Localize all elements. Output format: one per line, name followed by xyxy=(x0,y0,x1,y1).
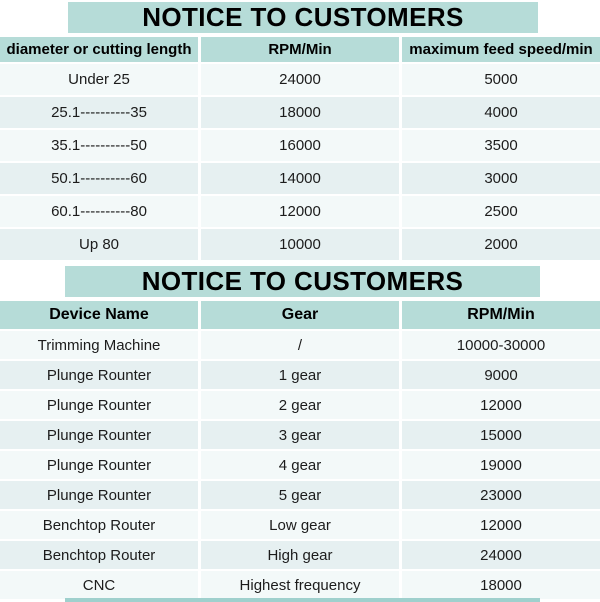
table-cell: 24000 xyxy=(402,541,600,569)
table-cell: Low gear xyxy=(201,511,399,539)
table-cell: 12000 xyxy=(402,391,600,419)
table1-title: NOTICE TO CUSTOMERS xyxy=(142,2,464,32)
table-cell: 3 gear xyxy=(201,421,399,449)
table-cell: 18000 xyxy=(402,571,600,599)
table-cell: 2500 xyxy=(402,196,600,227)
table2-title-banner xyxy=(65,266,540,297)
table-cell: 2 gear xyxy=(201,391,399,419)
table-cell: 18000 xyxy=(201,97,399,128)
table-cell: 35.1----------50 xyxy=(0,130,198,161)
table-cell: 12000 xyxy=(402,511,600,539)
table-cell: Under 25 xyxy=(0,64,198,95)
table-cell: 50.1----------60 xyxy=(0,163,198,194)
table-cell: Up 80 xyxy=(0,229,198,260)
table-cell: High gear xyxy=(201,541,399,569)
table-cell: Plunge Rounter xyxy=(0,481,198,509)
table-cell: Plunge Rounter xyxy=(0,391,198,419)
column-header: Device Name xyxy=(0,301,198,329)
table-cell: 5000 xyxy=(402,64,600,95)
table-cell: 4000 xyxy=(402,97,600,128)
table-cell: 10000 xyxy=(201,229,399,260)
column-header: Gear xyxy=(201,301,399,329)
table-cell: 60.1----------80 xyxy=(0,196,198,227)
next-banner-top-edge xyxy=(65,598,540,602)
table-cell: 12000 xyxy=(201,196,399,227)
table-cell: 16000 xyxy=(201,130,399,161)
table-cell: 2000 xyxy=(402,229,600,260)
column-header: RPM/Min xyxy=(402,301,600,329)
table-cell: Trimming Machine xyxy=(0,331,198,359)
rpm-feed-speed-table xyxy=(0,37,600,260)
table-cell: 15000 xyxy=(402,421,600,449)
table-cell: 14000 xyxy=(201,163,399,194)
table-cell: 10000-30000 xyxy=(402,331,600,359)
table-cell: 3500 xyxy=(402,130,600,161)
table-cell: Plunge Rounter xyxy=(0,421,198,449)
table-cell: 1 gear xyxy=(201,361,399,389)
table-cell: 23000 xyxy=(402,481,600,509)
table-cell: Plunge Rounter xyxy=(0,451,198,479)
table-cell: 5 gear xyxy=(201,481,399,509)
table-cell: 4 gear xyxy=(201,451,399,479)
table-cell: Highest frequency xyxy=(201,571,399,599)
device-gear-rpm-table xyxy=(0,301,600,599)
column-header: maximum feed speed/min xyxy=(402,37,600,62)
table-cell: / xyxy=(201,331,399,359)
table-cell: Benchtop Router xyxy=(0,541,198,569)
table-cell: CNC xyxy=(0,571,198,599)
table-cell: 24000 xyxy=(201,64,399,95)
table-cell: 25.1----------35 xyxy=(0,97,198,128)
table-cell: 9000 xyxy=(402,361,600,389)
table-cell: Benchtop Router xyxy=(0,511,198,539)
table-cell: Plunge Rounter xyxy=(0,361,198,389)
table-cell: 3000 xyxy=(402,163,600,194)
column-header: diameter or cutting length xyxy=(0,37,198,62)
table2-title: NOTICE TO CUSTOMERS xyxy=(141,266,464,296)
column-header: RPM/Min xyxy=(201,37,399,62)
table1-title-banner xyxy=(68,2,538,33)
table-cell: 19000 xyxy=(402,451,600,479)
